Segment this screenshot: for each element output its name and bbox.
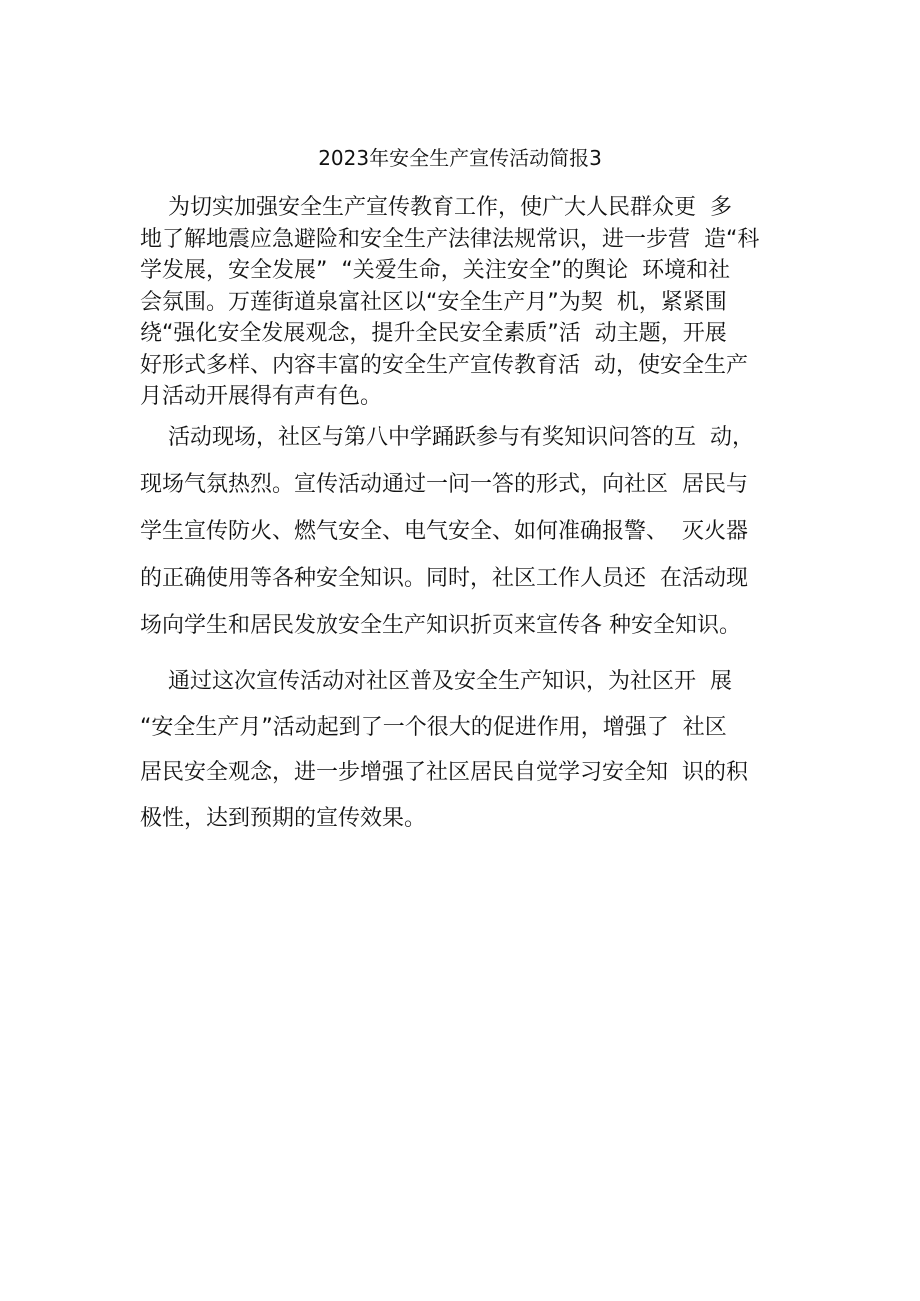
paragraph-line: 月活动开展得有声有色。 xyxy=(140,384,383,409)
paragraph-line: “安全生产月”活动起到了一个很大的促进作用，增强了 社区 xyxy=(140,714,727,740)
paragraph-line: 好形式多样、内容丰富的安全生产宣传教育活 动，使安全生产 xyxy=(140,352,748,378)
paragraph-line: 学生宣传防火、燃气安全、电气安全、如何准确报警、 灭火器 xyxy=(140,519,748,544)
paragraph-3 xyxy=(140,659,790,841)
paragraph-line: 为切实加强安全生产宣传教育工作，使广大人民群众更 多 xyxy=(140,195,732,220)
paragraph-line: 学发展，安全发展” “关爱生命，关注安全”的舆论 环境和社 xyxy=(140,258,731,283)
paragraph-line: 活动现场，社区与第八中学踊跃参与有奖知识问答的互 动， xyxy=(140,425,754,450)
paragraph-line: 的正确使用等各种安全知识。同时，社区工作人员还 在活动现 xyxy=(140,566,748,591)
paragraph-line: 绕“强化安全发展观念，提升全民安全素质”活 动主题，开展 xyxy=(140,321,727,346)
paragraph-line: 居民安全观念，进一步增强了社区居民自觉学习安全知 识的积 xyxy=(140,760,748,785)
paragraph-line: 极性，达到预期的宣传效果。 xyxy=(140,805,427,831)
paragraph-line: 地了解地震应急避险和安全生产法律法规常识，进一步营 造“科 xyxy=(140,226,760,252)
paragraph-1 xyxy=(140,192,790,413)
paragraph-line: 场向学生和居民发放安全生产知识折页来宣传各 种安全知识。 xyxy=(140,613,741,638)
paragraph-line: 通过这次宣传活动对社区普及安全生产知识，为社区开 展 xyxy=(140,669,732,694)
paragraph-2 xyxy=(140,414,790,649)
paragraph-line: 会氛围。万莲街道泉富社区以“安全生产月”为契 机，紧紧围 xyxy=(140,289,727,315)
paragraph-line: 现场气氛热烈。宣传活动通过一问一答的形式，向社区 居民与 xyxy=(140,472,748,497)
document-title: 2023年安全生产宣传活动简报3 xyxy=(318,146,602,170)
